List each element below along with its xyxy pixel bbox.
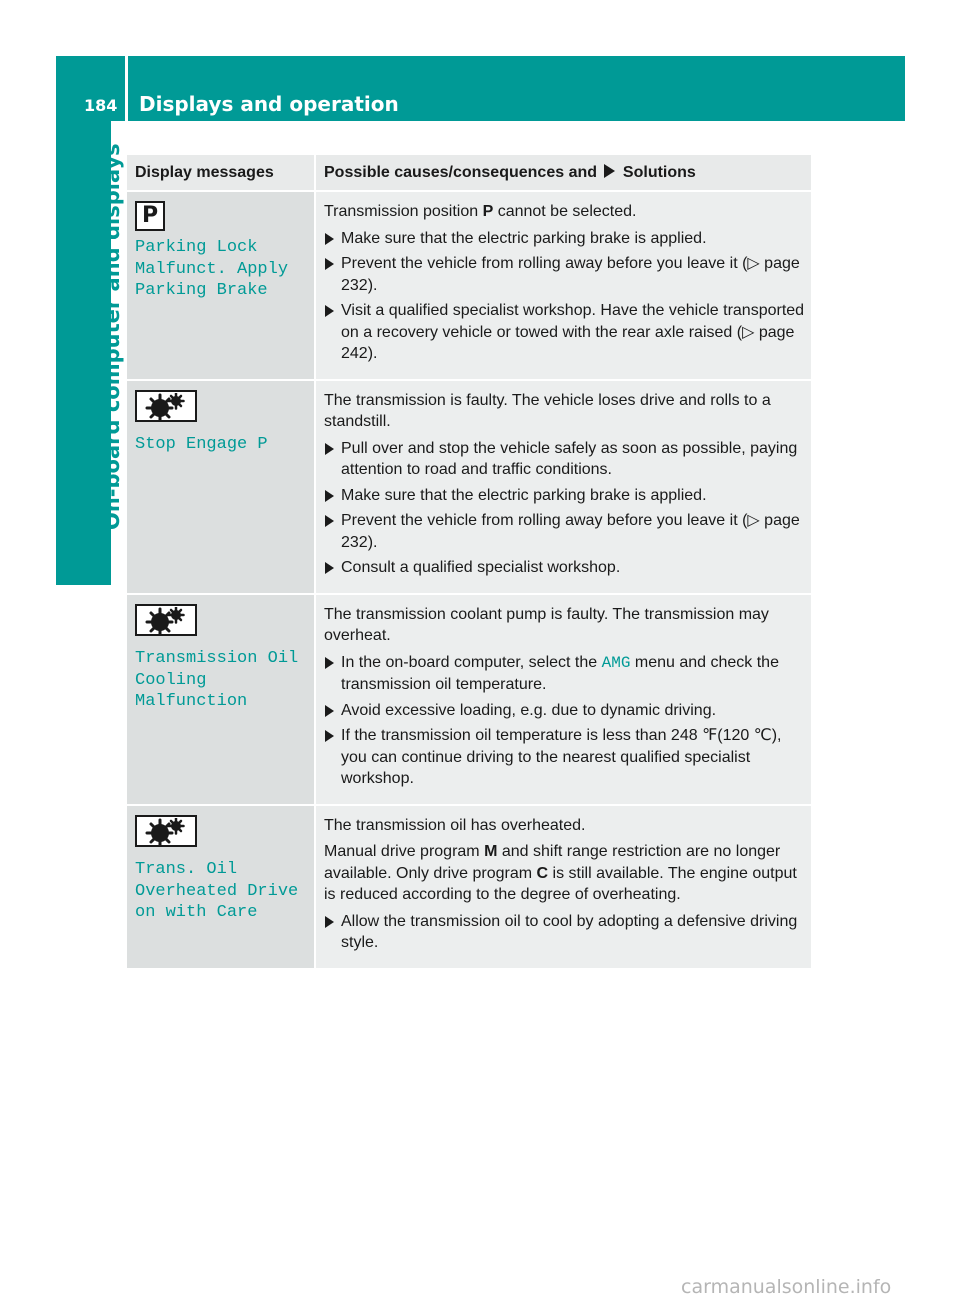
solution-step xyxy=(324,911,805,954)
solution-step xyxy=(324,725,805,790)
arrow-right-icon xyxy=(604,164,615,178)
cause-text xyxy=(324,201,805,223)
park-p-icon: P xyxy=(135,201,165,231)
solution-step-text: In the on-board computer, select the xyxy=(341,653,602,671)
step-arrow-icon xyxy=(325,443,334,455)
solution-cell xyxy=(315,594,811,805)
col-header-display-messages: Display messages xyxy=(127,155,315,191)
step-arrow-icon xyxy=(325,305,334,317)
table-row xyxy=(127,191,811,380)
watermark: carmanualsonline.info xyxy=(681,1276,892,1298)
cause-text: The transmission is faulty. The vehicle loses drive and rolls to a standstill. xyxy=(324,391,771,430)
solution-step xyxy=(324,700,805,722)
consequence-text-bold: M xyxy=(484,843,498,860)
solution-step-text: Prevent the vehicle from rolling away before you leave it (▷ page 232). xyxy=(341,255,800,294)
col-header-causes-label: Possible causes/consequences and xyxy=(324,163,598,181)
amg-menu-label: AMG xyxy=(601,653,631,672)
page-number: 184 xyxy=(84,96,118,115)
consequence-text-bold: C xyxy=(536,864,549,882)
step-arrow-icon xyxy=(325,705,334,717)
table-row xyxy=(127,380,811,594)
solution-cell xyxy=(315,805,811,968)
consequence-text-part: Manual drive program xyxy=(324,843,485,860)
table-row xyxy=(127,805,811,968)
section-title: Displays and operation xyxy=(139,92,399,116)
solution-step-text: Pull over and stop the vehicle safely as soon as possible, paying attention to road and traffic conditions. xyxy=(341,439,798,478)
consequence-text-part: and shift range restriction are no longer available. Only drive program xyxy=(324,843,781,882)
step-arrow-icon xyxy=(325,730,334,742)
solution-step xyxy=(324,228,805,250)
cause-text-part: Transmission position xyxy=(324,203,483,220)
consequence-text xyxy=(324,841,805,906)
col-header-solutions xyxy=(315,155,811,191)
message-cell xyxy=(127,594,315,805)
message-cell xyxy=(127,805,315,968)
table-row xyxy=(127,594,811,805)
step-arrow-icon xyxy=(325,562,334,574)
step-arrow-icon xyxy=(325,490,334,502)
transmission-gear-icon xyxy=(135,815,197,847)
solution-step-text: Prevent the vehicle from rolling away before you leave it (▷ page 232). xyxy=(341,512,800,551)
message-cell xyxy=(127,191,315,380)
solution-step xyxy=(324,652,805,696)
solution-step xyxy=(324,485,805,507)
col-header-solutions-label: Solutions xyxy=(622,163,696,181)
solution-step xyxy=(324,438,805,481)
cause-text-bold: P xyxy=(482,203,494,220)
message-cell xyxy=(127,380,315,594)
solution-step-text: Make sure that the electric parking brake is applied. xyxy=(341,486,707,504)
solution-step-text: If the transmission oil temperature is less than 248 ℉(120 ℃), you can continue driving to the nearest qualified specialist workshop. xyxy=(341,727,782,787)
solution-step-text: menu and check the transmission oil temperature. xyxy=(341,653,779,693)
solution-step xyxy=(324,510,805,553)
consequence-text-part: is still available. The engine output is reduced according to the degree of overheating. xyxy=(324,864,797,903)
solution-step xyxy=(324,557,805,579)
solution-step-text: Allow the transmission oil to cool by adopting a defensive driving style. xyxy=(341,912,798,951)
step-arrow-icon xyxy=(325,916,334,928)
solution-cell xyxy=(315,380,811,594)
cause-text: The transmission oil has overheated. xyxy=(324,816,586,834)
step-arrow-icon xyxy=(325,258,334,270)
step-arrow-icon xyxy=(325,515,334,527)
solution-step xyxy=(324,300,805,365)
transmission-gear-icon xyxy=(135,604,197,636)
step-arrow-icon xyxy=(325,233,334,245)
display-message-text: Stop Engage P xyxy=(135,435,268,454)
table-header-row xyxy=(127,155,811,191)
cause-text-part: cannot be selected. xyxy=(493,203,637,220)
solution-step xyxy=(324,253,805,296)
step-arrow-icon xyxy=(325,657,334,669)
display-message-text: Parking Lock Malfunct. Apply Parking Brake xyxy=(135,238,289,300)
display-messages-table xyxy=(127,155,811,968)
header-divider xyxy=(125,56,128,121)
solution-step-text: Consult a qualified specialist workshop. xyxy=(341,559,621,576)
solution-cell xyxy=(315,191,811,380)
transmission-gear-icon xyxy=(135,390,197,422)
side-label: On-board computer and displays xyxy=(100,143,124,530)
display-message-text: Trans. Oil Overheated Drive on with Care xyxy=(135,860,299,922)
solution-step-text: Make sure that the electric parking brake is applied. xyxy=(341,229,707,247)
display-message-text: Transmission Oil Cooling Malfunction xyxy=(135,649,299,711)
solution-step-text: Visit a qualified specialist workshop. Have the vehicle transported on a recovery vehicle or towed with the rear axle raised (▷ page 242). xyxy=(341,302,805,362)
cause-text: The transmission coolant pump is faulty. The transmission may overheat. xyxy=(324,605,769,644)
solution-step-text: Avoid excessive loading, e.g. due to dynamic driving. xyxy=(341,701,717,719)
